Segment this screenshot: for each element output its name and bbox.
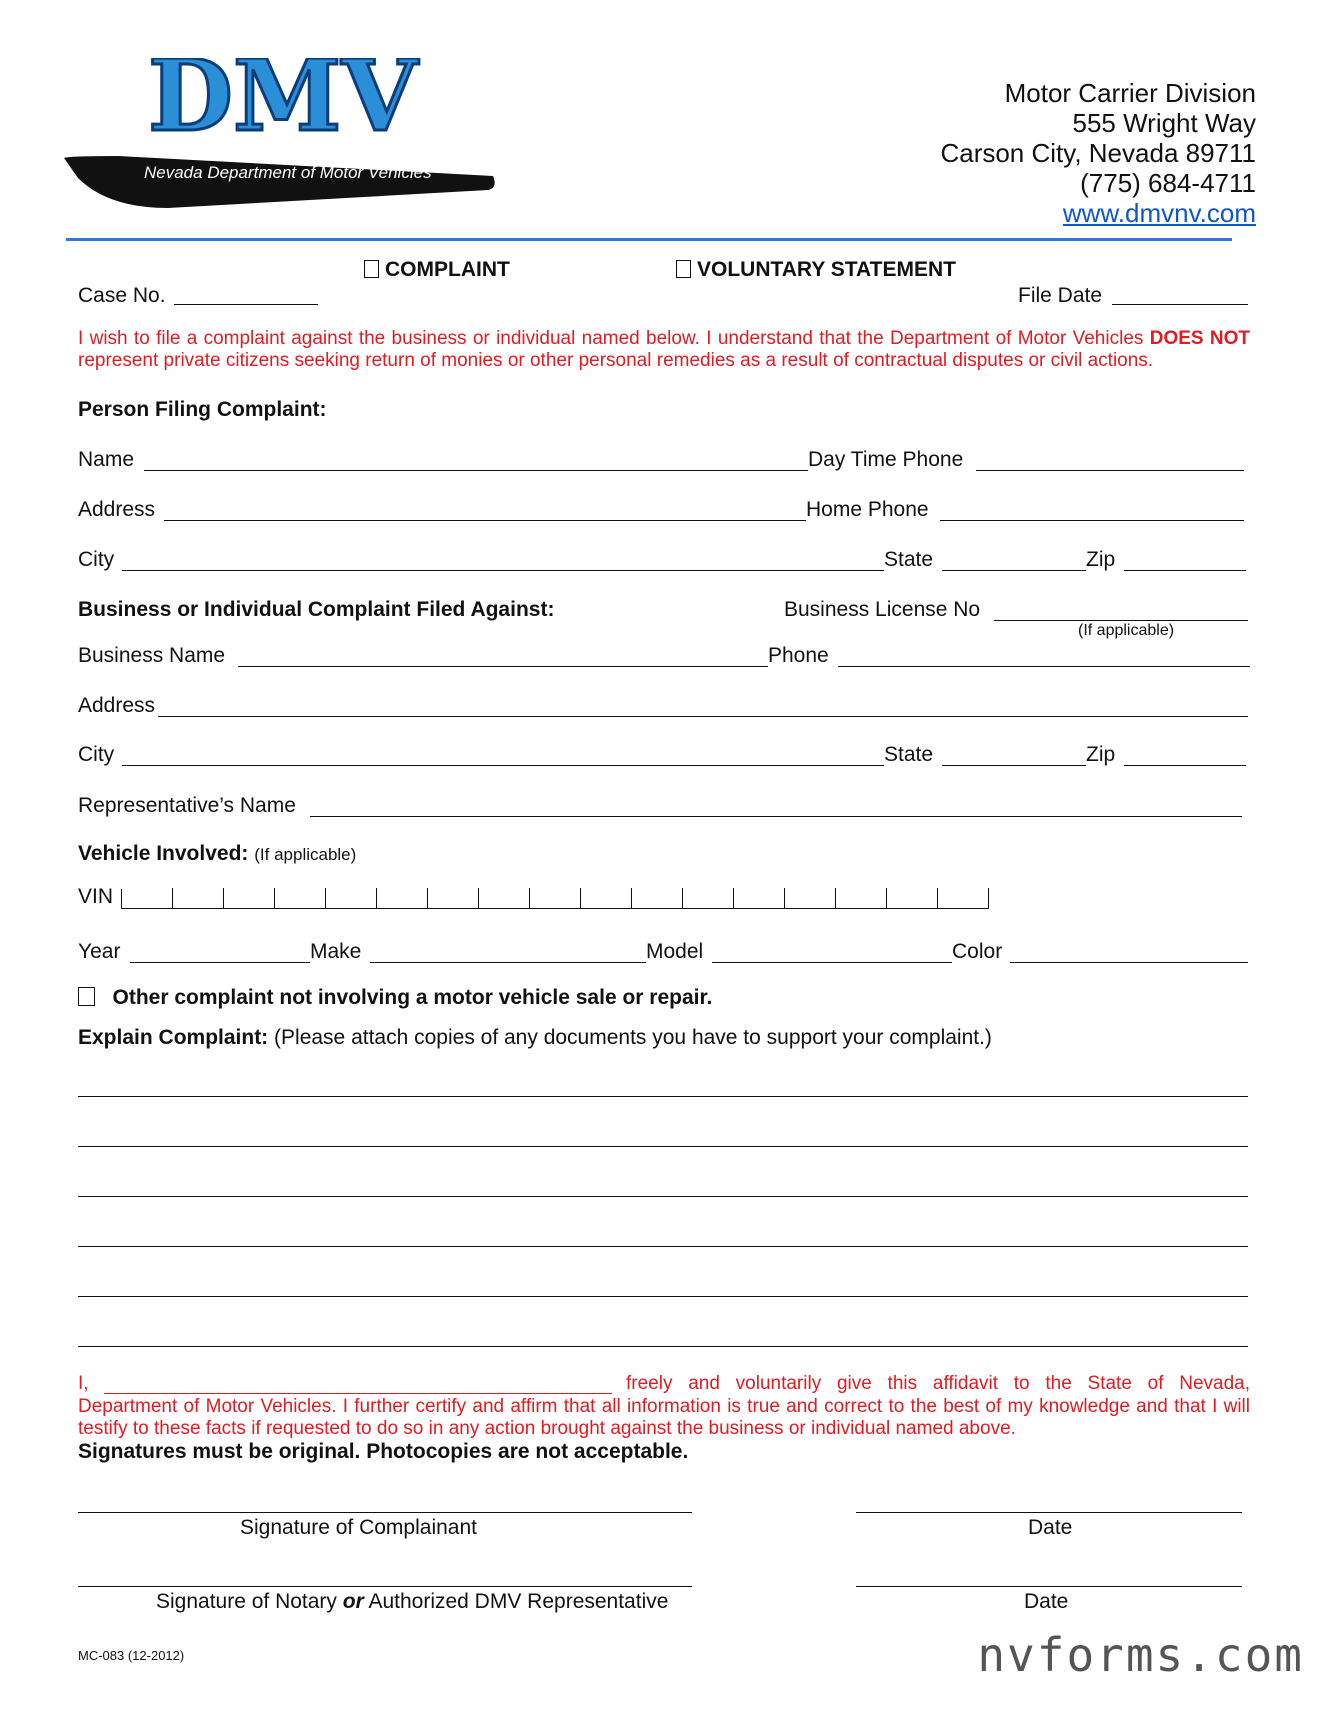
day-phone-field[interactable]	[976, 470, 1244, 471]
representative-name-label: Representative’s Name	[78, 794, 296, 817]
business-name-field[interactable]	[238, 666, 768, 667]
case-no-field[interactable]	[174, 304, 318, 305]
explain-heading: Explain Complaint: (Please attach copies of any documents you have to support your complaint.)	[78, 1026, 992, 1049]
business-phone-field[interactable]	[838, 666, 1250, 667]
person-section-heading: Person Filing Complaint:	[78, 398, 327, 421]
business-city-field[interactable]	[122, 765, 884, 766]
explain-line[interactable]	[78, 1296, 1248, 1297]
city-state-zip: Carson City, Nevada 89711	[940, 138, 1256, 168]
form-id: MC-083 (12-2012)	[78, 1648, 185, 1663]
complainant-date-field[interactable]	[856, 1512, 1242, 1513]
affidavit-prefix: I,	[78, 1373, 89, 1394]
zip-field[interactable]	[1124, 570, 1246, 571]
home-phone-field[interactable]	[940, 520, 1244, 521]
notary-signature-field[interactable]	[78, 1586, 692, 1587]
logo-subtitle: Nevada Department of Motor Vehicles	[144, 163, 432, 182]
voluntary-statement-checkbox[interactable]	[676, 260, 691, 278]
name-field[interactable]	[144, 470, 808, 471]
color-label: Color	[952, 940, 1003, 963]
notary-signature-label: Signature of Notary or Authorized DMV Representative	[156, 1590, 669, 1613]
affiant-name-field[interactable]	[104, 1393, 612, 1394]
business-zip-field[interactable]	[1124, 765, 1246, 766]
signatures-notice: Signatures must be original. Photocopies are not acceptable.	[78, 1440, 689, 1463]
complainant-signature-label: Signature of Complainant	[240, 1516, 477, 1539]
license-if-applicable: (If applicable)	[1078, 622, 1175, 639]
city-field[interactable]	[122, 570, 884, 571]
address-label: Address	[78, 498, 156, 521]
header-divider	[66, 238, 1232, 241]
vin-field[interactable]	[78, 885, 989, 909]
disclaimer-notice: I wish to file a complaint against the business or individual named below. I understand that the Department of Motor Vehicles DOES NOT represent private citizens seeking return of monies or other personal remedies as a result of contractual disputes or civil actions.	[78, 328, 1250, 371]
case-no-label: Case No.	[78, 284, 166, 307]
agency-phone: (775) 684-4711	[1080, 168, 1256, 198]
make-label: Make	[310, 940, 362, 963]
day-phone-label: Day Time Phone	[808, 448, 964, 471]
business-address-label: Address	[78, 694, 156, 717]
dmv-logo	[58, 58, 498, 228]
complainant-signature-field[interactable]	[78, 1512, 692, 1513]
business-section-heading: Business or Individual Complaint Filed Against:	[78, 598, 555, 621]
business-name-label: Business Name	[78, 644, 226, 667]
explain-line[interactable]	[78, 1146, 1248, 1147]
street-address: 555 Wright Way	[1072, 108, 1256, 138]
complaint-checkbox[interactable]	[364, 260, 379, 278]
agency-address	[940, 78, 1256, 228]
color-field[interactable]	[1010, 962, 1248, 963]
business-state-label: State	[884, 743, 934, 766]
explain-line[interactable]	[78, 1246, 1248, 1247]
home-phone-label: Home Phone	[806, 498, 929, 521]
notary-date-field[interactable]	[856, 1586, 1242, 1587]
complainant-date-label: Date	[1028, 1516, 1073, 1539]
business-phone-label: Phone	[768, 644, 829, 667]
explain-line[interactable]	[78, 1096, 1248, 1097]
make-field[interactable]	[370, 962, 646, 963]
business-state-field[interactable]	[942, 765, 1086, 766]
vehicle-section-heading: Vehicle Involved: (If applicable)	[78, 842, 357, 865]
division-name: Motor Carrier Division	[1004, 78, 1256, 108]
other-complaint-option[interactable]: Other complaint not involving a motor vehicle sale or repair.	[78, 986, 712, 1010]
business-zip-label: Zip	[1086, 743, 1116, 766]
city-label: City	[78, 548, 115, 571]
model-label: Model	[646, 940, 704, 963]
file-date-label: File Date	[1018, 284, 1103, 307]
affidavit-line1: freely and voluntarily give this affidavit to the State of Nevada,	[626, 1373, 1250, 1394]
model-field[interactable]	[712, 962, 952, 963]
voluntary-statement-option[interactable]: VOLUNTARY STATEMENT	[676, 258, 956, 282]
year-field[interactable]	[130, 962, 310, 963]
vin-label: VIN	[78, 885, 114, 908]
watermark: nvforms.com	[977, 1628, 1304, 1682]
business-license-label: Business License No	[784, 598, 981, 621]
explain-line[interactable]	[78, 1196, 1248, 1197]
affidavit-text: Department of Motor Vehicles. I further certify and affirm that all information is true and correct to the best of my knowledge and that I will testify to these facts if requested to do so in any action brought against the business or individual named above.	[78, 1396, 1250, 1439]
state-field[interactable]	[942, 570, 1086, 571]
name-label: Name	[78, 448, 135, 471]
website-link[interactable]: www.dmvnv.com	[1062, 198, 1256, 228]
business-city-label: City	[78, 743, 115, 766]
year-label: Year	[78, 940, 121, 963]
complaint-option[interactable]: COMPLAINT	[364, 258, 510, 282]
file-date-field[interactable]	[1112, 304, 1248, 305]
zip-label: Zip	[1086, 548, 1116, 571]
state-label: State	[884, 548, 934, 571]
notary-date-label: Date	[1024, 1590, 1069, 1613]
explain-line[interactable]	[78, 1346, 1248, 1347]
business-address-field[interactable]	[158, 716, 1248, 717]
business-license-field[interactable]	[994, 620, 1248, 621]
address-field[interactable]	[164, 520, 806, 521]
logo-text: DMV	[148, 58, 418, 154]
representative-name-field[interactable]	[310, 816, 1242, 817]
other-complaint-checkbox[interactable]	[78, 987, 95, 1006]
